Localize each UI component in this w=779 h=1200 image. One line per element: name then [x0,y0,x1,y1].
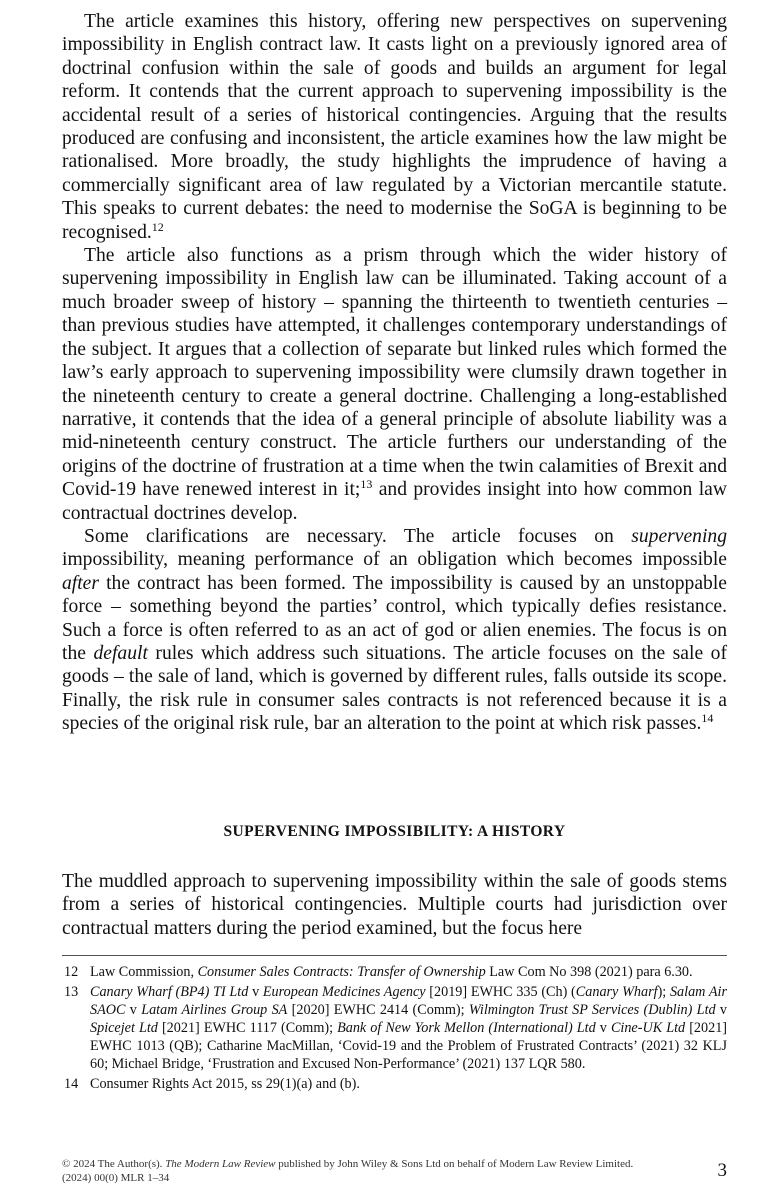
footnote-14 [62,1075,727,1093]
section-body [62,870,727,940]
footnote-text: Law Commission, Consumer Sales Contracts: Transfer of Ownership Law Com No 398 (2021) para 6.30. [90,964,693,980]
footnote-text: Canary Wharf (BP4) TI Ltd v European Medicines Agency [2019] EWHC 335 (Ch) (Canary Wharf); Salam Air SAOC v Latam Airlines Group SA [2020] EWHC 2414 (Comm); Wilmington Trust SP Services (Dublin) Ltd v Spicejet Ltd [2021] EWHC 1117 (Comm); Bank of New York Mellon (International) Ltd v Cine-UK Ltd [2021] EWHC 1013 (QB); Catharine MacMillan, ‘Covid-19 and the Problem of Frustrated Contracts’ (2021) 32 KLJ 60; Michael Bridge, ‘Frustration and Excused Non-Performance’ (2021) 137 LQR 580. [90,984,728,1072]
copyright-footer [62,1157,727,1185]
footnote-13 [62,983,727,1073]
footnote-12 [62,963,727,981]
journal-name: The Modern Law Review [165,1158,276,1170]
copyright-line: © 2024 The Author(s). The Modern Law Review published by John Wiley & Sons Ltd on behalf of Modern Law Review Limited. [62,1158,634,1170]
paragraph-aims: The article examines this history, offering new perspectives on supervening impossibility in English contract law. It casts light on a previously ignored area of doctrinal confusion within the sale of goods and builds an argument for legal reform. It contends that the current approach to supervening impossibility is the accidental result of a series of historical contingencies. Arguing that the results produced are confusing and inconsistent, the article examines how the law might be rationalised. More broadly, the study highlights the imprudence of having a commercially significant area of law regulated by a Victorian mercantile statute. This speaks to current debates: the need to modernise the SoGA is beginning to be recognised.$^{12}$ [62,11,727,243]
paragraph-history-intro: The muddled approach to supervening impossibility within the sale of goods stems from a series of historical contingencies. Multiple courts had jurisdiction over contractual matters during the period examined, but the focus here [62,871,727,939]
article-body [62,10,727,736]
footnote-ref-12[interactable]: 12 [151,219,164,234]
footnote-ref-13[interactable]: 13 [360,477,373,492]
section-heading: SUPERVENING IMPOSSIBILITY: A HISTORY [223,823,566,840]
footnote-number: 12 [64,964,79,980]
footnote-number: 14 [64,1076,79,1092]
footnotes [62,963,727,1095]
paragraph-prism: The article also functions as a prism through which the wider history of supervening impossibility in English law can be illuminated. Taking account of a much broader sweep of history – spanning the thirteenth to twentieth centuries – than previous studies have attempted, it challenges contemporary understandings of the subject. It argues that a collection of separate but linked rules which formed the law’s early approach to supervening impossibility were clumsily drawn together in the nineteenth century to create a general doctrine. Challenging a long-established narrative, it contends that the idea of a general principle of absolute liability was a mid-nineteenth century construct. The article furthers our understanding of the origins of the doctrine of frustration at a time when the twin calamities of Brexit and Covid-19 have renewed interest in it;$^{13}$ and provides insight into how common law contractual doctrines develop. [62,245,727,524]
citation-line: (2024) 00(0) MLR 1–34 [62,1172,170,1184]
footnote-number: 13 [64,984,79,1000]
footnote-divider [62,955,727,956]
footnote-text: Consumer Rights Act 2015, ss 29(1)(a) and (b). [90,1076,360,1092]
footnote-ref-14[interactable]: 14 [701,711,714,726]
page-number: 3 [717,1160,727,1181]
paragraph-clarifications: Some clarifications are necessary. The article focuses on supervening impossibility, meaning performance of an obligation which becomes impossible after the contract has been formed. The impossibility is caused by an unstoppable force – something beyond the parties’ control, which typically defies resistance. Such a force is often referred to as an act of god or alien enemies. The focus is on the default rules which address such situations. The article focuses on the sale of goods – the sale of land, which is governed by different rules, falls outside its scope. Finally, the risk rule in consumer sales contracts is not referenced because it is a species of the original risk rule, bar an alteration to the point at which risk passes.$^{14}$ [62,525,727,735]
